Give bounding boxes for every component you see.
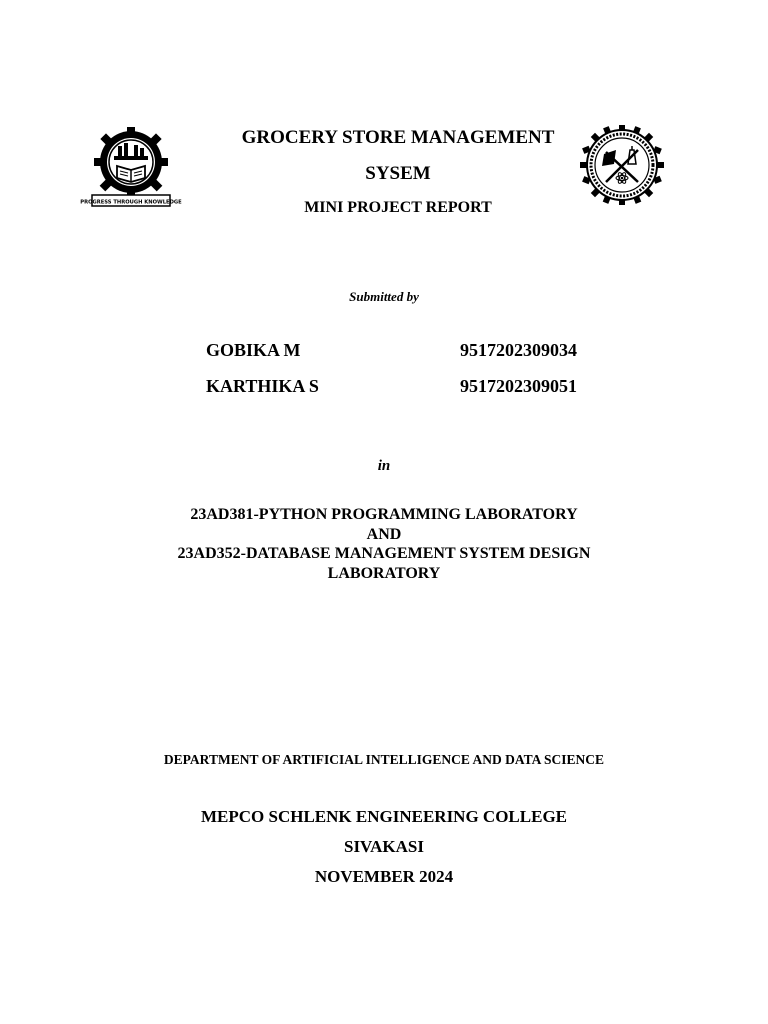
student-register-number: 9517202309051 [460, 376, 577, 396]
report-subtitle: MINI PROJECT REPORT [304, 199, 492, 216]
course-line-3: LABORATORY [327, 565, 441, 582]
student-register-number: 9517202309034 [460, 340, 577, 360]
department-name: DEPARTMENT OF ARTIFICIAL INTELLIGENCE AND DATA SCIENCE [163, 752, 605, 767]
report-date: NOVEMBER 2024 [314, 867, 454, 886]
submitted-by-label: Submitted by [349, 289, 419, 304]
student-name: KARTHIKA S [206, 376, 319, 396]
anna-university-emblem-icon [80, 126, 182, 208]
course-conjunction: AND [366, 526, 402, 543]
course-line-1: 23AD381-PYTHON PROGRAMMING LABORATORY [190, 506, 578, 523]
report-title-line-1: GROCERY STORE MANAGEMENT [241, 127, 555, 148]
college-name: MEPCO SCHLENK ENGINEERING COLLEGE [200, 807, 568, 826]
report-title-line-2: SYSEM [365, 163, 431, 184]
college-city: SIVAKASI [343, 837, 424, 856]
course-line-2: 23AD352-DATABASE MANAGEMENT SYSTEM DESIGN [177, 545, 591, 562]
mepco-schlenk-emblem-icon [578, 124, 666, 206]
emblem-motto: PROGRESS THROUGH KNOWLEDGE [80, 199, 182, 206]
in-label: in [377, 458, 391, 474]
student-name: GOBIKA M [206, 340, 301, 360]
